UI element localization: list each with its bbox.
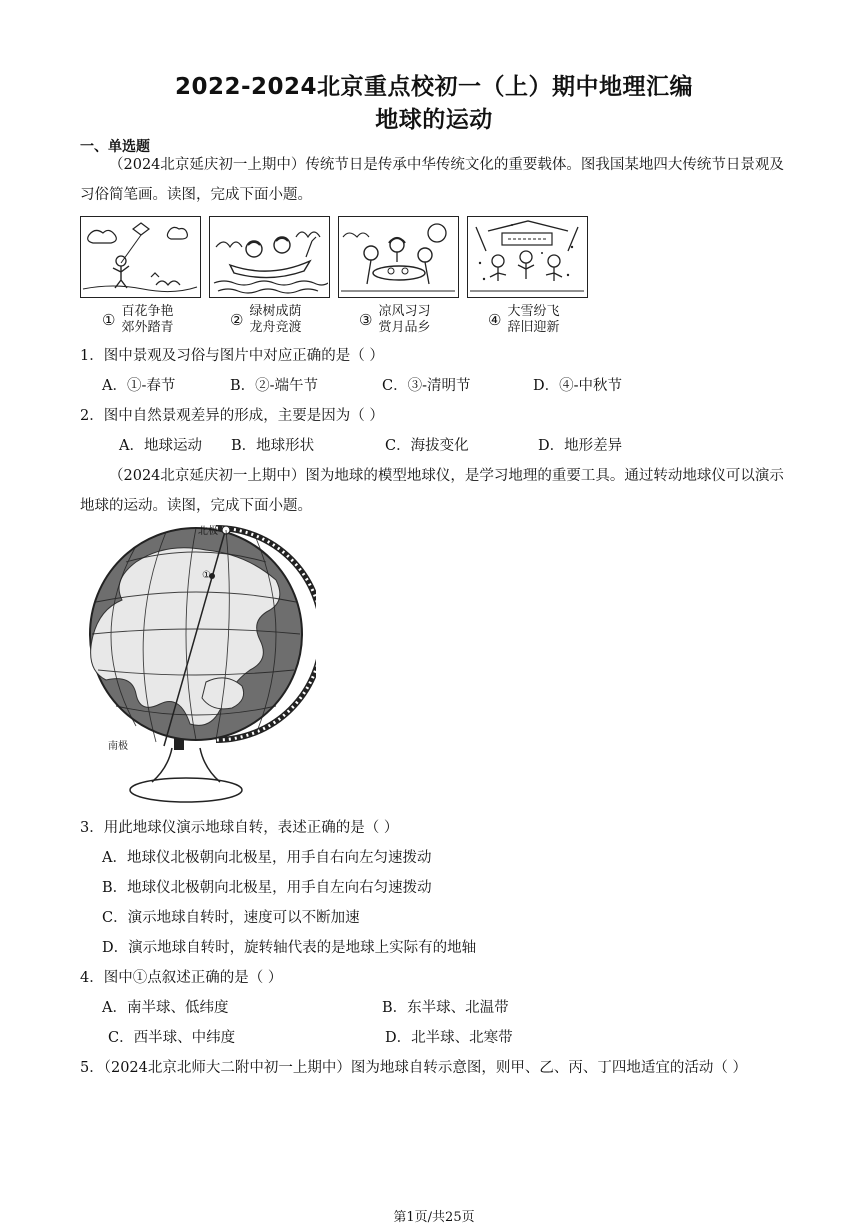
page-title: 2022-2024北京重点校初一（上）期中地理汇编 [174, 74, 694, 100]
caption-number: ② [230, 311, 244, 329]
festival-figure [80, 216, 590, 338]
question-2-option-b: B．地球形状 [231, 438, 315, 454]
festival-caption-4 [488, 304, 559, 336]
caption-line-1: 大雪纷飞 [507, 304, 560, 319]
caption-line-1: 绿树成荫 [249, 304, 302, 319]
caption-number: ④ [488, 311, 502, 329]
question-4-stem: 4．图中①点叙述正确的是（ ） [80, 970, 283, 986]
question-1-option-a: A．①-春节 [102, 378, 176, 394]
globe-north-label: 北极 [198, 526, 218, 537]
festival-picture-midautumn [338, 216, 459, 298]
question-3-stem: 3．用此地球仪演示地球自转，表述正确的是（ ） [80, 820, 399, 836]
festival-caption-1 [102, 304, 173, 336]
question-4-option-a: A．南半球、低纬度 [102, 1000, 229, 1016]
question-3-option-a: A．地球仪北极朝向北极星，用手自右向左匀速拨动 [102, 850, 432, 866]
festival-picture-springfestival [467, 216, 588, 298]
caption-number: ① [102, 311, 116, 329]
festival-caption-2 [230, 304, 301, 336]
festival-caption-3 [359, 304, 430, 336]
question-2-option-a: A．地球运动 [119, 438, 202, 454]
question-4-option-b: B．东半球、北温带 [382, 1000, 509, 1016]
intro-paragraph-2: （2024北京延庆初一上期中）图为地球的模型地球仪，是学习地理的重要工具。通过转动地球仪可以演示地球的运动。读图，完成下面小题。 [80, 468, 784, 514]
globe-south-label: 南极 [108, 741, 128, 752]
festival-picture-spring [80, 216, 201, 298]
globe-point-label: ① [202, 570, 211, 581]
caption-line-2: 赏月品乡 [378, 320, 431, 335]
caption-number: ③ [359, 311, 373, 329]
caption-line-2: 辞旧迎新 [507, 320, 560, 335]
question-5-stem: 5．（2024北京北师大二附中初一上期中）图为地球自转示意图，则甲、乙、丙、丁四地适宜的活动（ ） [80, 1060, 747, 1076]
question-1-option-d: D．④-中秋节 [533, 378, 623, 394]
question-3-option-b: B．地球仪北极朝向北极星，用手自左向右匀速拨动 [102, 880, 432, 896]
page-footer: 第1页/共25页 [393, 1210, 475, 1225]
question-3-option-d: D．演示地球自转时，旋转轴代表的是地球上实际有的地轴 [102, 940, 477, 956]
question-2-option-c: C．海拔变化 [385, 438, 469, 454]
intro-paragraph-1: （2024北京延庆初一上期中）传统节日是传承中华传统文化的重要载体。图我国某地四大传统节日景观及习俗简笔画。读图，完成下面小题。 [80, 157, 784, 203]
globe-figure [76, 522, 316, 812]
question-2-stem: 2．图中自然景观差异的形成，主要是因为（ ） [80, 408, 384, 424]
page-subtitle: 地球的运动 [375, 107, 493, 133]
festival-picture-dragonboat [209, 216, 330, 298]
caption-line-2: 龙舟竞渡 [249, 320, 302, 335]
question-1-stem: 1．图中景观及习俗与图片中对应正确的是（ ） [80, 348, 384, 364]
question-3-option-c: C．演示地球自转时，速度可以不断加速 [102, 910, 360, 926]
caption-line-1: 凉风习习 [378, 304, 431, 319]
question-4-option-c: C．西半球、中纬度 [108, 1030, 236, 1046]
question-1-option-c: C．③-清明节 [382, 378, 471, 394]
question-4-option-d: D．北半球、北寒带 [385, 1030, 513, 1046]
caption-line-1: 百花争艳 [121, 304, 174, 319]
question-2-option-d: D．地形差异 [538, 438, 623, 454]
section-heading: 一、单选题 [80, 139, 150, 155]
question-1-option-b: B．②-端午节 [230, 378, 319, 394]
caption-line-2: 郊外踏青 [121, 320, 174, 335]
